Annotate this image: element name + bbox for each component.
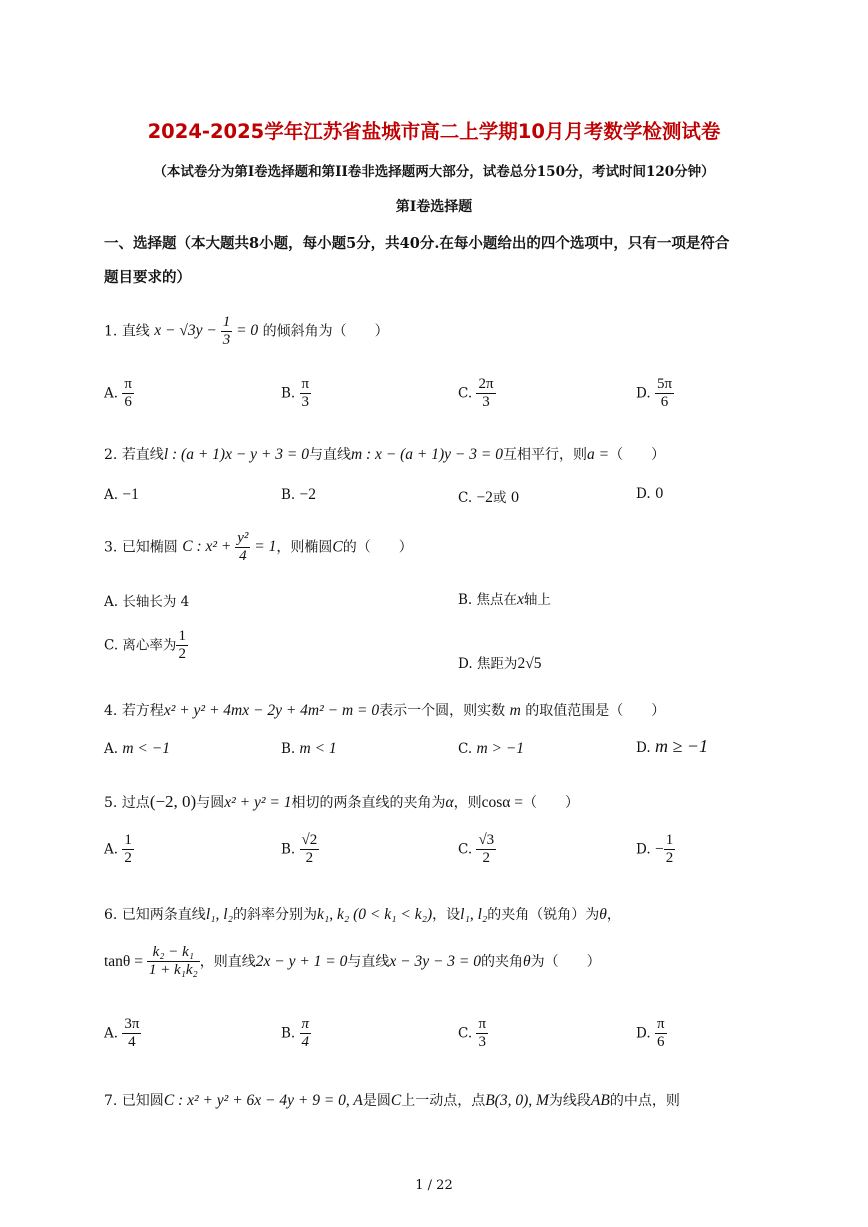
q3-option-d: D. 焦距为2√5 xyxy=(458,655,542,672)
q2-option-c: C. −2或 0 xyxy=(458,489,520,506)
page-number: 1 / 22 xyxy=(415,1178,453,1193)
instructions-line-1: 一、选择题（本大题共8小题，每小题5分，共40分.在每小题给出的四个选项中，只有一项是符合 xyxy=(104,235,730,252)
question-2: 2. 若直线l : (a + 1)x − y + 3 = 0与直线m : x − (a + 1)y − 3 = 0互相平行，则a =（ ） xyxy=(104,446,666,463)
question-4: 4. 若方程x² + y² + 4mx − 2y + 4m² − m = 0表示一个圆，则实数 m 的取值范围是（ ） xyxy=(104,702,666,719)
q3-option-b: B. 焦点在x轴上 xyxy=(458,591,551,608)
q5-option-a: A. $\frac{1}{2}$ xyxy=(104,832,132,867)
question-7: 7. 已知圆C : x² + y² + 6x − 4y + 9 = 0, A是圆C上一动点，点B(3, 0), M为线段AB的中点，则 xyxy=(104,1092,680,1109)
question-5: 5. 过点(−2, 0)与圆x² + y² = 1相切的两条直线的夹角为α，则cosα =（ ） xyxy=(104,792,580,811)
q2-option-b: B. −2 xyxy=(281,486,317,503)
q2-option-d: D. 0 xyxy=(636,486,664,502)
q5-option-d: D. − $\frac{1}{2}$ xyxy=(636,832,674,867)
exam-subtitle: （本试卷分为第I卷选择题和第II卷非选择题两大部分，试卷总分150分，考试时间120分钟） xyxy=(153,164,715,180)
q4-option-d: D. m ≥ −1 xyxy=(636,736,708,756)
q3-option-a: A. 长轴长为 4 xyxy=(104,594,190,610)
q4-option-b: B. m < 1 xyxy=(281,740,337,757)
q1-option-a: A. $\frac{\pi}{6}$ xyxy=(104,376,132,411)
q4-option-a: A. m < −1 xyxy=(104,740,170,757)
section-heading: 第I卷选择题 xyxy=(395,199,473,215)
instructions-line-2: 题目要求的） xyxy=(104,269,191,286)
q1-option-d: D. $\frac{5\pi}{6}$ xyxy=(636,376,673,411)
q6-option-c: C. $\frac{\pi}{3}$ xyxy=(458,1016,487,1051)
q5-option-b: B. $\frac{√2}{2}$ xyxy=(281,832,318,867)
q1-option-b: B. $\frac{\pi}{3}$ xyxy=(281,376,310,411)
q1-option-c: C. $\frac{2\pi}{3}$ xyxy=(458,376,494,411)
question-6-line-1: 6. 已知两条直线l₁, l₂的斜率分别为k₁, k₂ (0 < k₁ < k₂)，设l₁, l₂的夹角（锐角）为θ， xyxy=(104,906,621,923)
q3-option-c: C. 离心率为 $\frac{1}{2}$ xyxy=(104,628,186,663)
q6-option-d: D. $\frac{\pi}{6}$ xyxy=(636,1016,665,1051)
q4-option-c: C. m > −1 xyxy=(458,740,525,757)
exam-title: 2024-2025学年江苏省盐城市高二上学期10月月考数学检测试卷 xyxy=(147,120,721,143)
question-3: 3. 已知椭圆 C : x² + $\frac{\text{y²}}{4}$ = 1，则椭圆C的（ ） xyxy=(104,530,413,565)
question-1: 1. 直线 x − √3y − $\frac{1}{3}$ = 0 的倾斜角为（ ） xyxy=(104,314,389,349)
q5-option-c: C. $\frac{√3}{2}$ xyxy=(458,832,495,867)
q6-option-a: A. $\frac{3\pi}{4}$ xyxy=(104,1016,140,1051)
q2-option-a: A. −1 xyxy=(104,486,139,503)
question-6-line-2: tanθ = $\frac{\text{k₂ − k₁}}{\text{1 + k₁k₂}}$ ，则直线2x − y + 1 = 0与直线x − 3y − 3 = 0的夹角θ为（ ） xyxy=(104,944,601,979)
q1-equation: x − √3y − $\frac{1}{3}$ = 0 xyxy=(154,314,259,349)
q6-option-b: B. $\frac{\pi}{4}$ xyxy=(281,1016,310,1051)
